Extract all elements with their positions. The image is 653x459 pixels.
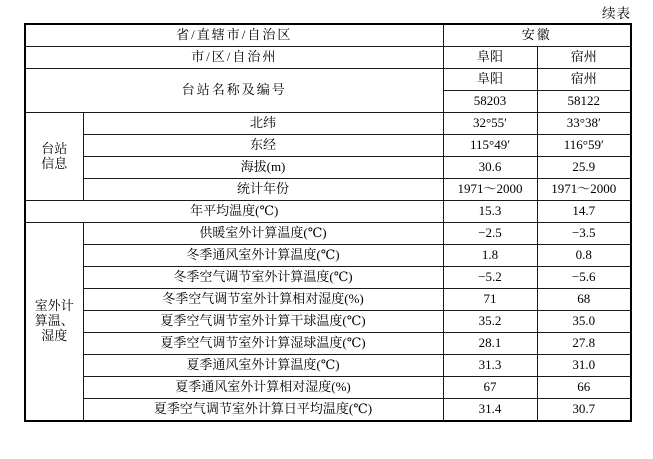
row-label-summer-ac-wb: 夏季空气调节室外计算湿球温度(℃) (83, 333, 443, 355)
station-code-2: 58122 (537, 91, 631, 113)
latitude-value-2: 33°38′ (537, 113, 631, 135)
heating-outdoor-temp-value-1: −2.5 (443, 223, 537, 245)
table-row (25, 289, 631, 311)
longitude-value-1: 115°49′ (443, 135, 537, 157)
table-row (25, 333, 631, 355)
annual-mean-temp-value-1: 15.3 (443, 201, 537, 223)
continued-label: 续表 (602, 6, 631, 21)
stat-years-value-2: 1971～2000 (537, 179, 631, 201)
group-title-line-1: 台站 (41, 140, 68, 156)
city-value-1: 阜阳 (443, 47, 537, 69)
row-label-annual-mean-temp: 年平均温度(℃) (25, 201, 443, 223)
winter-ac-temp-value-2: −5.6 (537, 267, 631, 289)
table-row (25, 377, 631, 399)
summer-ac-daily-mean-value-2: 30.7 (537, 399, 631, 422)
table-row (25, 267, 631, 289)
group-title-line-1: 室外计 (34, 298, 74, 314)
station-name-1: 阜阳 (443, 69, 537, 91)
row-label-winter-ac-rh: 冬季空气调节室外计算相对湿度(%) (83, 289, 443, 311)
table-row (25, 113, 631, 135)
row-label-latitude: 北纬 (83, 113, 443, 135)
row-label-station-name-code: 台站名称及编号 (25, 69, 443, 113)
table-row (25, 157, 631, 179)
group-title-line-2: 信息 (41, 155, 68, 171)
row-label-summer-vent-rh: 夏季通风室外计算相对湿度(%) (83, 377, 443, 399)
summer-vent-rh-value-1: 67 (443, 377, 537, 399)
group-title-outdoor-design (25, 223, 83, 422)
group-title-line-3: 湿度 (41, 327, 68, 343)
summer-ac-wb-value-1: 28.1 (443, 333, 537, 355)
annual-mean-temp-value-2: 14.7 (537, 201, 631, 223)
table-row (25, 245, 631, 267)
table-row (25, 399, 631, 422)
summer-ac-wb-value-2: 27.8 (537, 333, 631, 355)
row-label-winter-vent-temp: 冬季通风室外计算温度(℃) (83, 245, 443, 267)
latitude-value-1: 32°55′ (443, 113, 537, 135)
summer-ac-db-value-1: 35.2 (443, 311, 537, 333)
longitude-value-2: 116°59′ (537, 135, 631, 157)
row-label-winter-ac-temp: 冬季空气调节室外计算温度(℃) (83, 267, 443, 289)
summer-ac-db-value-2: 35.0 (537, 311, 631, 333)
table-row (25, 311, 631, 333)
table-row (25, 223, 631, 245)
table-row (25, 201, 631, 223)
table-row (25, 135, 631, 157)
winter-vent-temp-value-2: 0.8 (537, 245, 631, 267)
row-label-longitude: 东经 (83, 135, 443, 157)
summer-ac-daily-mean-value-1: 31.4 (443, 399, 537, 422)
province-value: 安徽 (443, 24, 631, 47)
winter-ac-temp-value-1: −5.2 (443, 267, 537, 289)
row-label-summer-ac-db: 夏季空气调节室外计算干球温度(℃) (83, 311, 443, 333)
altitude-value-1: 30.6 (443, 157, 537, 179)
table-row (25, 179, 631, 201)
station-name-2: 宿州 (537, 69, 631, 91)
group-title-line-2: 算温、 (34, 313, 74, 329)
summer-vent-rh-value-2: 66 (537, 377, 631, 399)
table-row (25, 69, 631, 91)
altitude-value-2: 25.9 (537, 157, 631, 179)
row-label-city: 市/区/自治州 (25, 47, 443, 69)
winter-ac-rh-value-2: 68 (537, 289, 631, 311)
station-code-1: 58203 (443, 91, 537, 113)
row-label-summer-vent-temp: 夏季通风室外计算温度(℃) (83, 355, 443, 377)
row-label-heating-outdoor-temp: 供暖室外计算温度(℃) (83, 223, 443, 245)
summer-vent-temp-value-1: 31.3 (443, 355, 537, 377)
stat-years-value-1: 1971～2000 (443, 179, 537, 201)
winter-vent-temp-value-1: 1.8 (443, 245, 537, 267)
group-title-station-info (25, 113, 83, 201)
summer-vent-temp-value-2: 31.0 (537, 355, 631, 377)
row-label-province: 省/直辖市/自治区 (25, 24, 443, 47)
table-row (25, 355, 631, 377)
row-label-summer-ac-daily-mean: 夏季空气调节室外计算日平均温度(℃) (83, 399, 443, 422)
winter-ac-rh-value-1: 71 (443, 289, 537, 311)
table-row (25, 24, 631, 47)
row-label-stat-years: 统计年份 (83, 179, 443, 201)
city-value-2: 宿州 (537, 47, 631, 69)
climate-data-table (24, 23, 632, 422)
row-label-altitude: 海拔(m) (83, 157, 443, 179)
table-row (25, 47, 631, 69)
heating-outdoor-temp-value-2: −3.5 (537, 223, 631, 245)
